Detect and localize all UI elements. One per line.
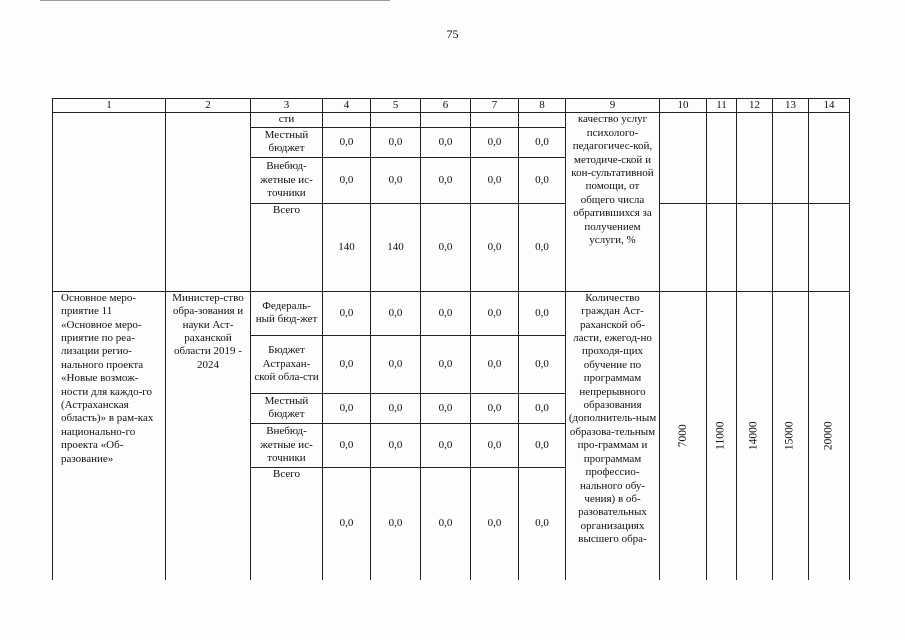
target-value: 20000 (822, 421, 835, 451)
value-cell: 0,0 (519, 423, 566, 467)
value-cell (421, 113, 471, 127)
target-value: 15000 (783, 421, 796, 451)
source-cell: Всего (251, 467, 323, 580)
table-row (53, 291, 850, 335)
target-value: 14000 (747, 421, 760, 451)
source-cell: Федераль-ный бюд-жет (251, 291, 323, 335)
value-cell: 0,0 (519, 291, 566, 335)
header-cell: 3 (251, 99, 323, 113)
header-cell: 11 (707, 99, 737, 113)
executor-cell: Министер-ство обра-зования и науки Аст-раханской области 2019 - 2024 (166, 291, 251, 580)
value-cell (519, 113, 566, 127)
header-cell: 7 (471, 99, 519, 113)
event-cell-empty (53, 113, 166, 291)
event-cell: Основное меро-приятие 11 «Основное меро-приятие по реа-лизации регио-нального проекта «Новые возмож-ности для каждо-го (Астраханская область)» в рам-ках национально-го проекта «Об-разование» (53, 291, 166, 580)
header-cell: 6 (421, 99, 471, 113)
value-cell: 0,0 (471, 203, 519, 291)
target-value: 11000 (714, 421, 727, 451)
target-cell-empty (773, 203, 809, 291)
source-cell: Внебюд-жетные ис-точники (251, 423, 323, 467)
target-cell (773, 291, 809, 580)
value-cell: 0,0 (421, 291, 471, 335)
value-cell: 0,0 (421, 203, 471, 291)
target-cell-empty (660, 113, 707, 203)
page-number: 75 (446, 27, 459, 41)
value-cell: 0,0 (371, 393, 421, 423)
header-cell: 12 (737, 99, 773, 113)
indicator-cell: качество услуг психолого-педагогичес-кой, методиче-ской и кон-сультативной помощи, от общего числа обратившихся за получением услуги, % (566, 113, 660, 291)
value-cell: 0,0 (471, 291, 519, 335)
target-cell (660, 291, 707, 580)
value-cell: 0,0 (519, 127, 566, 157)
value-cell: 0,0 (471, 157, 519, 203)
target-cell-empty (737, 113, 773, 203)
target-cell-empty (707, 203, 737, 291)
value-cell (471, 113, 519, 127)
executor-cell-empty (166, 113, 251, 291)
indicator-cell: Количество граждан Аст-раханской об-ласти, ежегод-но проходя-щих обучение по программам непрерывного образования (дополнитель-ным образова-тельным про-граммам и программам профессио-нального обу-чения) в об-разовательных организациях высшего обра- (566, 291, 660, 580)
value-cell: 0,0 (421, 127, 471, 157)
source-cell: Местный бюджет (251, 393, 323, 423)
value-cell: 0,0 (421, 335, 471, 393)
value-cell: 0,0 (371, 467, 421, 580)
value-cell: 0,0 (471, 393, 519, 423)
source-cell: Местный бюджет (251, 127, 323, 157)
target-cell (737, 291, 773, 580)
value-cell: 0,0 (421, 393, 471, 423)
value-cell: 0,0 (323, 127, 371, 157)
value-cell: 0,0 (323, 423, 371, 467)
value-cell: 0,0 (371, 291, 421, 335)
value-cell: 0,0 (519, 467, 566, 580)
value-cell: 0,0 (471, 335, 519, 393)
value-cell: 140 (371, 203, 421, 291)
header-cell: 2 (166, 99, 251, 113)
value-cell: 0,0 (323, 157, 371, 203)
target-cell-empty (773, 113, 809, 203)
source-cell: Всего (251, 203, 323, 291)
value-cell: 0,0 (421, 467, 471, 580)
source-cell: Внебюд-жетные ис-точники (251, 157, 323, 203)
header-cell: 1 (53, 99, 166, 113)
value-cell: 0,0 (323, 393, 371, 423)
value-cell: 0,0 (519, 335, 566, 393)
value-cell: 0,0 (323, 335, 371, 393)
value-cell: 0,0 (323, 291, 371, 335)
target-cell-empty (707, 113, 737, 203)
target-cell-empty (660, 203, 707, 291)
scan-edge-line (40, 0, 390, 1)
value-cell: 0,0 (471, 467, 519, 580)
header-cell: 13 (773, 99, 809, 113)
target-value: 7000 (676, 424, 689, 448)
header-cell: 9 (566, 99, 660, 113)
value-cell: 0,0 (519, 157, 566, 203)
value-cell: 0,0 (471, 423, 519, 467)
value-cell: 0,0 (371, 157, 421, 203)
target-cell-empty (809, 203, 850, 291)
target-cell-empty (809, 113, 850, 203)
value-cell: 0,0 (371, 335, 421, 393)
value-cell: 0,0 (421, 157, 471, 203)
source-cell: Бюджет Астрахан-ской обла-сти (251, 335, 323, 393)
target-cell (809, 291, 850, 580)
value-cell: 0,0 (323, 467, 371, 580)
target-cell (707, 291, 737, 580)
value-cell: 140 (323, 203, 371, 291)
value-cell: 0,0 (371, 423, 421, 467)
header-cell: 8 (519, 99, 566, 113)
target-cell-empty (737, 203, 773, 291)
value-cell: 0,0 (371, 127, 421, 157)
value-cell: 0,0 (421, 423, 471, 467)
value-cell: 0,0 (471, 127, 519, 157)
value-cell (323, 113, 371, 127)
table-row (53, 113, 850, 127)
value-cell: 0,0 (519, 203, 566, 291)
value-cell (371, 113, 421, 127)
value-cell: 0,0 (519, 393, 566, 423)
funding-table (52, 98, 850, 580)
header-cell: 4 (323, 99, 371, 113)
header-cell: 10 (660, 99, 707, 113)
header-cell: 14 (809, 99, 850, 113)
header-row (53, 99, 850, 113)
source-cell: сти (251, 113, 323, 127)
header-cell: 5 (371, 99, 421, 113)
